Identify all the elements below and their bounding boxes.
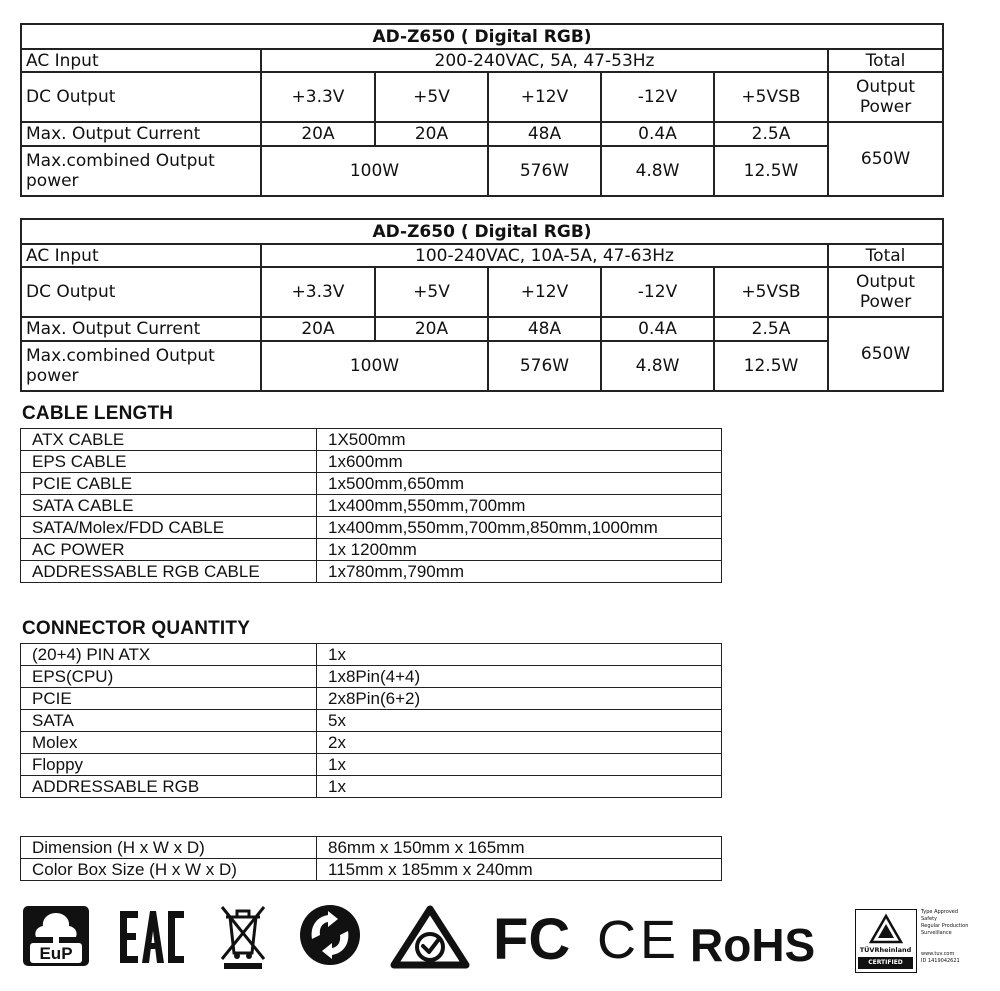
spec-table-1 (20, 23, 944, 197)
table-row (21, 429, 722, 451)
fcc-logo-icon (493, 907, 573, 972)
combined-12v: 576W (488, 341, 601, 391)
cable-name: SATA CABLE (21, 495, 317, 517)
dimension-value: 115mm x 185mm x 240mm (317, 859, 722, 881)
cable-length-value: 1X500mm (317, 429, 722, 451)
connector-count: 1x (317, 776, 722, 798)
connector-count: 1x8Pin(4+4) (317, 666, 722, 688)
cable-name: PCIE CABLE (21, 473, 317, 495)
total-power: 650W (828, 122, 943, 196)
rail-5v: +5V (375, 267, 488, 317)
connector-count: 2x (317, 732, 722, 754)
connector-name: Molex (21, 732, 317, 754)
combined-neg12v: 4.8W (601, 146, 714, 196)
cable-length-value: 1x500mm,650mm (317, 473, 722, 495)
connector-quantity-table (20, 643, 722, 798)
rail-3v3: +3.3V (261, 72, 375, 122)
connector-count: 1x (317, 754, 722, 776)
ce-text: CE (597, 910, 681, 970)
max-current-neg12v: 0.4A (601, 317, 714, 341)
ac-input-label: AC Input (21, 244, 261, 267)
spec-title: AD-Z650 ( Digital RGB) (21, 219, 943, 244)
cable-name: ATX CABLE (21, 429, 317, 451)
rail-3v3: +3.3V (261, 267, 375, 317)
tuv-badge (855, 909, 917, 973)
connector-quantity-heading: CONNECTOR QUANTITY (22, 618, 251, 639)
dc-output-label: DC Output (21, 72, 261, 122)
table-row (21, 776, 722, 798)
rail-5v: +5V (375, 72, 488, 122)
cable-name: ADDRESSABLE RGB CABLE (21, 561, 317, 583)
cable-name: EPS CABLE (21, 451, 317, 473)
rail-5vsb: +5VSB (714, 72, 828, 122)
table-row (21, 495, 722, 517)
tuv-certified-mark (855, 909, 977, 973)
rohs-text: RoHS (690, 919, 816, 971)
dimensions-table (20, 836, 722, 881)
tuv-line: Regular Production (921, 923, 969, 929)
table-row (21, 539, 722, 561)
table-row (21, 473, 722, 495)
eac-logo-icon (118, 909, 186, 967)
cable-length-heading: CABLE LENGTH (22, 403, 174, 424)
rail-5vsb: +5VSB (714, 267, 828, 317)
cable-length-value: 1x400mm,550mm,700mm (317, 495, 722, 517)
max-current-3v3: 20A (261, 317, 375, 341)
tuv-line: Type Approved (921, 909, 959, 915)
tuv-line: Safety (921, 916, 937, 922)
table-row (21, 688, 722, 710)
cable-name: SATA/Molex/FDD CABLE (21, 517, 317, 539)
dimension-label: Color Box Size (H x W x D) (21, 859, 317, 881)
fcc-text: FC (493, 907, 571, 972)
max-current-5vsb: 2.5A (714, 122, 828, 146)
combined-power-label: Max.combined Output power (21, 146, 261, 196)
max-current-label: Max. Output Current (21, 122, 261, 146)
tuv-brand: TÜVRheinland (859, 946, 912, 954)
table-row (21, 451, 722, 473)
tuv-url: www.tuv.com (921, 951, 955, 957)
cable-length-value: 1x780mm,790mm (317, 561, 722, 583)
max-current-12v: 48A (488, 317, 601, 341)
tuv-id: ID 1419042621 (921, 958, 960, 964)
spec-title: AD-Z650 ( Digital RGB) (21, 24, 943, 49)
table-row (21, 561, 722, 583)
max-current-5v: 20A (375, 317, 488, 341)
dimension-value: 86mm x 150mm x 165mm (317, 837, 722, 859)
combined-3v3-5v: 100W (261, 146, 488, 196)
cable-name: AC POWER (21, 539, 317, 561)
combined-power-label: Max.combined Output power (21, 341, 261, 391)
rcm-mark-icon (390, 905, 470, 969)
max-current-12v: 48A (488, 122, 601, 146)
max-current-label: Max. Output Current (21, 317, 261, 341)
table-row (21, 837, 722, 859)
total-label: Total (828, 244, 943, 267)
cable-length-table (20, 428, 722, 583)
tuv-line: Surveillance (921, 930, 952, 936)
connector-name: SATA (21, 710, 317, 732)
output-power-label: Output Power (828, 72, 943, 122)
tuv-triangle-icon (869, 914, 903, 944)
connector-name: ADDRESSABLE RGB (21, 776, 317, 798)
ce-mark-icon (597, 910, 681, 970)
ac-input-value: 100-240VAC, 10A-5A, 47-63Hz (261, 244, 828, 267)
total-label: Total (828, 49, 943, 72)
max-current-3v3: 20A (261, 122, 375, 146)
rail-neg12v: -12V (601, 72, 714, 122)
combined-5vsb: 12.5W (714, 341, 828, 391)
ac-input-label: AC Input (21, 49, 261, 72)
cable-length-value: 1x 1200mm (317, 539, 722, 561)
table-row (21, 666, 722, 688)
max-current-neg12v: 0.4A (601, 122, 714, 146)
combined-neg12v: 4.8W (601, 341, 714, 391)
table-row (21, 754, 722, 776)
table-row (21, 644, 722, 666)
rail-12v: +12V (488, 72, 601, 122)
rohs-logo-icon (690, 917, 830, 971)
weee-bin-icon (218, 901, 268, 971)
connector-count: 5x (317, 710, 722, 732)
combined-12v: 576W (488, 146, 601, 196)
eup-logo-icon (22, 905, 90, 967)
connector-count: 2x8Pin(6+2) (317, 688, 722, 710)
eup-text: EuP (39, 944, 73, 963)
total-power: 650W (828, 317, 943, 391)
spec-table-2 (20, 218, 944, 392)
connector-name: EPS(CPU) (21, 666, 317, 688)
max-current-5v: 20A (375, 122, 488, 146)
combined-5vsb: 12.5W (714, 146, 828, 196)
tuv-certified-label: CERTIFIED (858, 957, 913, 969)
rail-12v: +12V (488, 267, 601, 317)
connector-name: (20+4) PIN ATX (21, 644, 317, 666)
connector-count: 1x (317, 644, 722, 666)
max-current-5vsb: 2.5A (714, 317, 828, 341)
cable-length-value: 1x600mm (317, 451, 722, 473)
rail-neg12v: -12V (601, 267, 714, 317)
cable-length-value: 1x400mm,550mm,700mm,850mm,1000mm (317, 517, 722, 539)
eac-text: EAC (151, 966, 153, 967)
output-power-label: Output Power (828, 267, 943, 317)
combined-3v3-5v: 100W (261, 341, 488, 391)
connector-name: PCIE (21, 688, 317, 710)
connector-name: Floppy (21, 754, 317, 776)
table-row (21, 710, 722, 732)
ac-input-value: 200-240VAC, 5A, 47-53Hz (261, 49, 828, 72)
dc-output-label: DC Output (21, 267, 261, 317)
recycle-green-dot-icon (298, 903, 362, 967)
certification-logos (0, 895, 1000, 985)
table-row (21, 859, 722, 881)
table-row (21, 517, 722, 539)
table-row (21, 732, 722, 754)
dimension-label: Dimension (H x W x D) (21, 837, 317, 859)
